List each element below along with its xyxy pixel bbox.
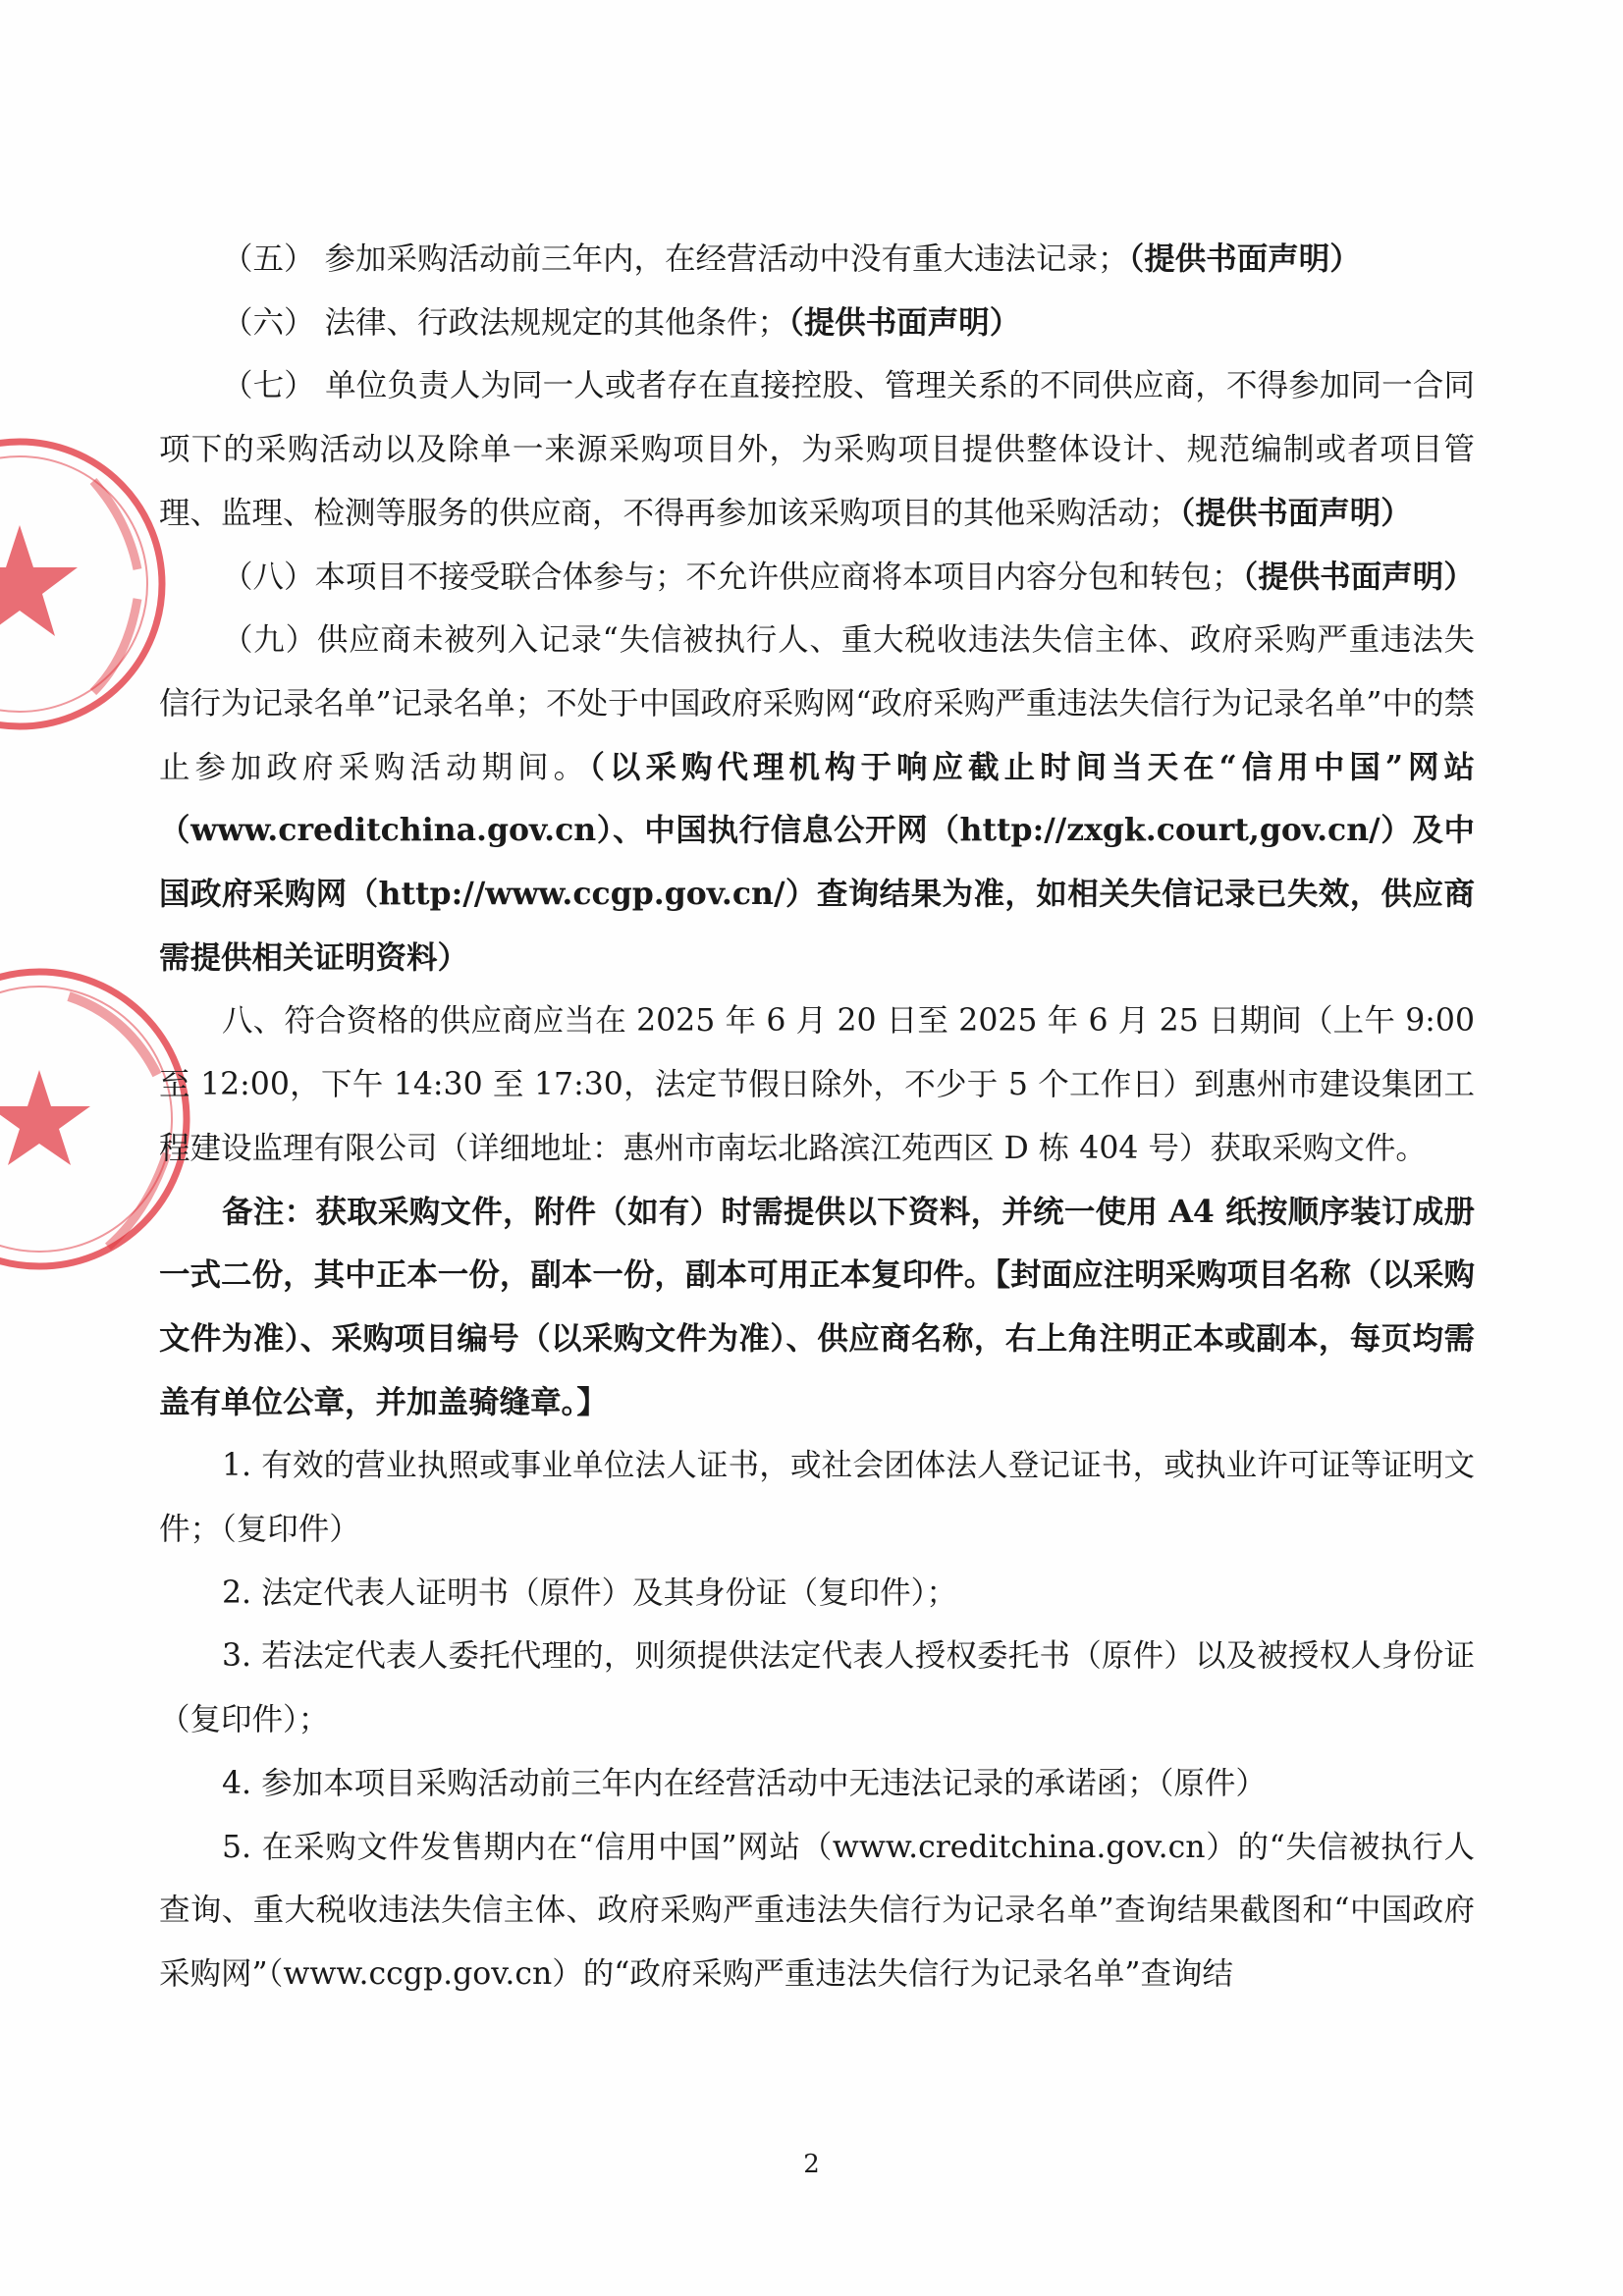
paragraph-bold: （提供书面声明） [1242,558,1475,595]
list-item-4 [159,1752,1475,1816]
company-seal-top [0,422,177,746]
paragraph-text: 八、符合资格的供应商应当在 2025 年 6 月 20 日至 2025 年 6 月 25 日期间（上午 9:00 至 12:00，下午 14:30 至 17:30，法定节假日除外，不少于 5 个工作日）到惠州市建设集团工程建设监理有限公司（详细地址：惠州市南坛北路滨江苑西区 D 栋 404 号）获取采购文件。 [159,1003,1475,1166]
paragraph-text: （七） 单位负责人为同一人或者存在直接控股、管理关系的不同供应商，不得参加同一合同项下的采购活动以及除单一来源采购项目外，为采购项目提供整体设计、规范编制或者项目管理、监理、检测等服务的供应商，不得再参加该采购项目的其他采购活动； [159,368,1475,531]
paragraph-text: 1. 有效的营业执照或事业单位法人证书，或社会团体法人登记证书，或执业许可证等证明文件；（复印件） [159,1448,1475,1548]
list-item-2 [159,1562,1475,1626]
paragraph-text: （五） 参加采购活动前三年内，在经营活动中没有重大违法记录； [222,241,1129,277]
paragraph-bold: 备注：获取采购文件，附件（如有）时需提供以下资料，并统一使用 A4 纸按顺序装订成册一式二份，其中正本一份，副本一份，副本可用正本复印件。【封面应注明采购项目名称（以采购文件为准）、采购项目编号（以采购文件为准）、供应商名称，右上角注明正本或副本，每页均需盖有单位公章，并加盖骑缝章。】 [159,1193,1475,1420]
paragraph-qualification-9 [159,609,1475,989]
list-item-3 [159,1625,1475,1751]
list-item-5 [159,1816,1475,2006]
paragraph-text: 5. 在采购文件发售期内在“信用中国”网站（www.creditchina.gov.cn）的“失信被执行人查询、重大税收违法失信主体、政府采购严重违法失信行为记录名单”查询结果截图和“中国政府采购网”（www.ccgp.gov.cn）的“政府采购严重违法失信行为记录名单”查询结 [159,1829,1475,1992]
paragraph-text: 3. 若法定代表人委托代理的，则须提供法定代表人授权委托书（原件）以及被授权人身份证（复印件）； [159,1638,1475,1738]
page-number: 2 [803,2150,820,2179]
paragraph-qualification-6 [159,292,1475,355]
paragraph-text: 2. 法定代表人证明书（原件）及其身份证（复印件）； [222,1575,957,1611]
paragraph-text: （九）供应商未被列入记录“失信被执行人、重大税收违法失信主体、政府采购严重违法失信行为记录名单”记录名单；不处于中国政府采购网“政府采购严重违法失信行为记录名单”中的禁止参加政府采购活动期间。 [159,622,1475,785]
paragraph-bold: （提供书面声明） [788,303,1021,341]
paragraph-bold: （以采购代理机构于响应截止时间当天在“信用中国”网站（www.creditchina.gov.cn）、中国执行信息公开网（http://zxgk.court,gov.cn/）及中国政府采购网（http://www.ccgp.gov.cn/）查询结果为准，如相关失信记录已失效，供应商需提供相关证明资料） [159,748,1475,976]
list-item-1 [159,1434,1475,1561]
paragraph-text: 4. 参加本项目采购活动前三年内在经营活动中无违法记录的承诺函；（原件） [222,1765,1267,1801]
document-body [159,228,1475,2006]
paragraph-remark [159,1181,1475,1435]
paragraph-qualification-5 [159,228,1475,292]
paragraph-qualification-7 [159,354,1475,545]
paragraph-bold: （提供书面声明） [1179,494,1412,531]
paragraph-text: （八）本项目不接受联合体参与；不允许供应商将本项目内容分包和转包； [222,559,1243,595]
paragraph-section-8 [159,989,1475,1180]
paragraph-qualification-8 [159,546,1475,610]
paragraph-text: （六） 法律、行政法规规定的其他条件； [222,304,789,341]
paragraph-bold: （提供书面声明） [1128,240,1361,277]
